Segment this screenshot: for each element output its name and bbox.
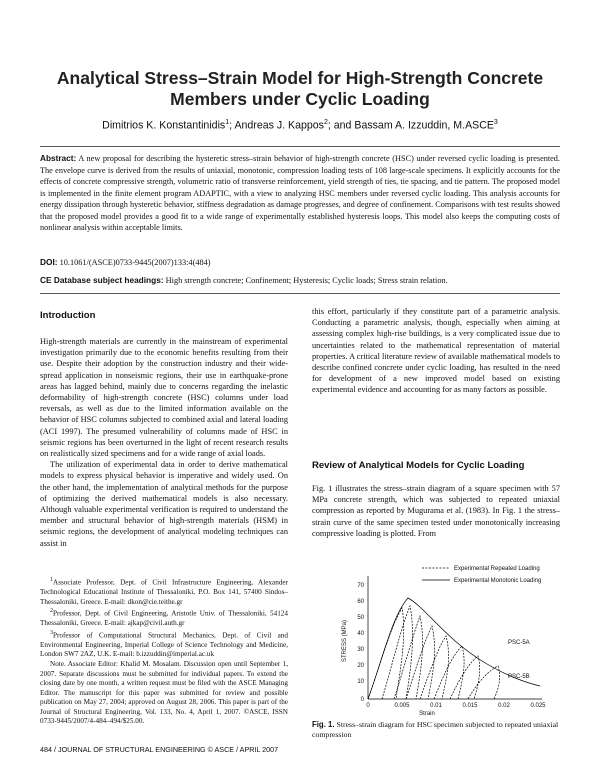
author-line: [40, 119, 560, 132]
legend-label-repeated: Experimental Repeated Loading: [454, 566, 540, 572]
author-2: ; Andreas J. Kappos: [229, 119, 324, 132]
abstract: [40, 153, 560, 234]
footnote-2-text: Professor, Dept. of Civil Engineering, Aristotle Univ. of Thessaloniki, 54124 Thessaloniki, Greece. E-mail: ajkap@civil.auth.gr: [40, 609, 288, 628]
y-tick-10: 10: [357, 679, 364, 685]
y-tick-40: 40: [357, 631, 364, 637]
review-heading: Review of Analytical Models for Cyclic Loading: [312, 460, 525, 471]
x-tick-0: 0: [366, 703, 370, 709]
abstract-label: Abstract:: [40, 154, 77, 163]
x-tick-0025: 0.025: [530, 703, 546, 709]
x-tick-0015: 0.015: [462, 703, 478, 709]
y-tick-50: 50: [357, 615, 364, 621]
x-tick-002: 0.02: [498, 703, 510, 709]
doi-value: 10.1061/(ASCE)0733-9445(2007)133:4(484): [59, 258, 211, 267]
author-1-sup: 1: [225, 119, 230, 126]
loop-8: [468, 666, 500, 699]
monotonic-curve: [368, 598, 540, 699]
editor-note: Note. Associate Editor: Khalid M. Mosalam. Discussion open until September 1, 2007. Separate discussions must be submitted for individual papers. To extend the closing date by one month, a written request must be filed with the ASCE Managing Editor. The manuscript for this paper was submitted for review and possible publication on May 27, 2004; approved on August 28, 2006. This paper is part of the Journal of Structural Engineering, Vol. 133, No. 4, April 1, 2007. ©ASCE, ISSN 0733-9445/2007/4-484–494/$25.00.: [40, 659, 288, 726]
right-paragraph-2: Fig. 1 illustrates the stress–strain diagram of a square specimen with 57 MPa concrete strength, which was subjected to repeated uniaxial compression as reported by Mugurama et al. (1983). In Fig. 1 the stress–strain curve of the same specimen tested under monotonically increasing compressive loading is plotted. From: [312, 484, 560, 538]
footnote-1: $^1$Associate Professor, Dept. of Civil Infrastructure Engineering, Alexander Technological Educational Institute of Thessaloniki, P.O. Box 141, 57400 Sindos–Thessaloniki, Greece. E-mail: dkon@cie.teithe.gr: [40, 577, 288, 606]
footnote-3: $^3$Professor of Computational Structural Mechanics, Dept. of Civil and Environmental Engineering, Imperial College of Science Technology and Medicine, London SW7 2AZ, U.K. E-mail: b.izzuddin@imperial.ac.uk: [40, 629, 288, 659]
figure-caption: [312, 720, 560, 740]
y-axis-label: STRESS (MPa): [342, 619, 348, 663]
abstract-text: A new proposal for describing the hysteretic stress–strain behavior of high-strength concrete (HSC) under reversed cyclic loading is presented. The envelope curve is derived from the results of uniaxial, monotonic, compression loading tests of 108 large-scale specimens. It explicitly accounts for the effects of concrete compressive strength, volumetric ratio of transverse reinforcement, yield strength of ties, tie spacing, and tie pattern. The proposed model is implemented in the finite element program ADAPTIC, with a view to analyzing HSC members under reversed cyclic loading. This analysis accounts for energy dissipation through hysteretic behavior, stiffness degradation as damage progresses, and degree of confinement. Comparisons with test results showed that the proposed model provides a good fit to a wide range of experimentally established hysteresis loops. This model also keeps the computing costs of nonlinear analysis within acceptable limits.: [40, 154, 560, 232]
subject-headings-value: High strength concrete; Confinement; Hysteresis; Cyclic loads; Stress strain relation.: [165, 276, 448, 285]
subject-headings: [40, 275, 448, 285]
caption-label: Fig. 1.: [312, 720, 335, 729]
footnote-2: $^2$Professor, Dept. of Civil Engineering, Aristotle Univ. of Thessaloniki, 54124 Thessaloniki, Greece. E-mail: ajkap@civil.auth.gr: [40, 608, 288, 628]
y-tick-60: 60: [357, 599, 364, 605]
footnote-3-text: Professor of Computational Structural Mechanics, Dept. of Civil and Environmental Engineering, Imperial College of Science Technology and Medicine, London SW7 2AZ, U.K. E-mail: b.izzuddin@imperial.ac.uk: [40, 631, 288, 659]
figure-1-plot: [312, 556, 560, 716]
intro-paragraph-2: The utilization of experimental data in order to derive mathematical models to express physical behavior is imperative and widely used. On the other hand, the implementation of analytical methods for the purpose of optimizing the derived mathematical models is also necessary. Although valuable experimental verification is required to understand the member and structural behavior of high-strength materials (HSM) in seismic regions, the development of analytical modeling techniques can assist in: [40, 460, 288, 548]
title-line-2: Members under Cyclic Loading: [170, 89, 430, 109]
author-1: Dimitrios K. Konstantinidis: [102, 119, 226, 132]
author-2-sup: 2: [323, 119, 328, 126]
caption-text: Stress–strain diagram for HSC specimen subjected to repeated uniaxial compression: [312, 720, 559, 739]
loop-4: [406, 626, 435, 699]
paper-title: [40, 68, 560, 110]
author-3: ; and Bassam A. Izzuddin, M.ASCE: [327, 119, 494, 132]
y-tick-20: 20: [357, 663, 364, 669]
footnotes: [40, 576, 288, 727]
right-paragraph-1: this effort, particularly if they constitute part of a parametric analysis. Conducting a parametric analysis, though, especially when aiming at assessing complex high-rise buildings, is a very complicated issue due to uncertainties related to the mathematical representation of material properties. A critical literature review of available mathematical models to describe confined concrete under cyclic loading, has resulted in the need for development of a new improved model based on existing experimental evidence and accounting for as many factors as possible.: [312, 307, 560, 395]
y-tick-0: 0: [360, 697, 364, 703]
loop-6: [434, 646, 464, 699]
footnote-1-text: Associate Professor, Dept. of Civil Infrastructure Engineering, Alexander Technological Educational Institute of Thessaloniki, P.O. Box 141, 57400 Sindos–Thessaloniki, Greece. E-mail: dkon@cie.teithe.gr: [40, 578, 288, 606]
subject-headings-label: CE Database subject headings:: [40, 275, 164, 285]
annotation-psc-5b: PSC-5B: [508, 674, 530, 680]
x-axis-label: Strain: [419, 711, 435, 716]
y-tick-30: 30: [357, 647, 364, 653]
intro-body: [40, 336, 288, 549]
x-tick-001: 0.01: [430, 703, 442, 709]
x-tick-0005: 0.005: [394, 703, 410, 709]
intro-paragraph-1: High-strength materials are currently in the mainstream of experimental investigation primarily due to the economic benefits resulting from their use. Despite their adoption by the construction industry and their wide-spread application in nonseismic regions, their use in earthquake-prone areas has lagged behind, mainly due to concerns regarding the inelastic deformability of high-strength concrete (HSC) columns under load reversals, as well as due to the limited information available on the behavior of HSC columns subjected to combined axial and lateral loading (ACI 1997). The presumed vulnerability of columns made of HSC in seismic regions has been overturned in the light of recent research results on realistically sized specimens and for a wide range of axial loads.: [40, 337, 288, 459]
legend-label-monotonic: Experimental Monotonic Loading: [454, 578, 542, 584]
y-tick-70: 70: [357, 583, 364, 589]
doi-label: DOI:: [40, 257, 58, 267]
rule-top: [40, 146, 560, 147]
rule-bottom: [40, 293, 560, 294]
annotation-psc-5a: PSC-5A: [508, 640, 530, 646]
loop-7: [450, 656, 480, 699]
page-footer: 484 / JOURNAL OF STRUCTURAL ENGINEERING © ASCE / APRIL 2007: [40, 745, 279, 754]
title-line-1: Analytical Stress–Strain Model for High-Strength Concrete: [56, 68, 544, 88]
intro-heading: Introduction: [40, 310, 96, 321]
doi-line: [40, 257, 211, 267]
author-3-sup: 3: [493, 119, 498, 126]
